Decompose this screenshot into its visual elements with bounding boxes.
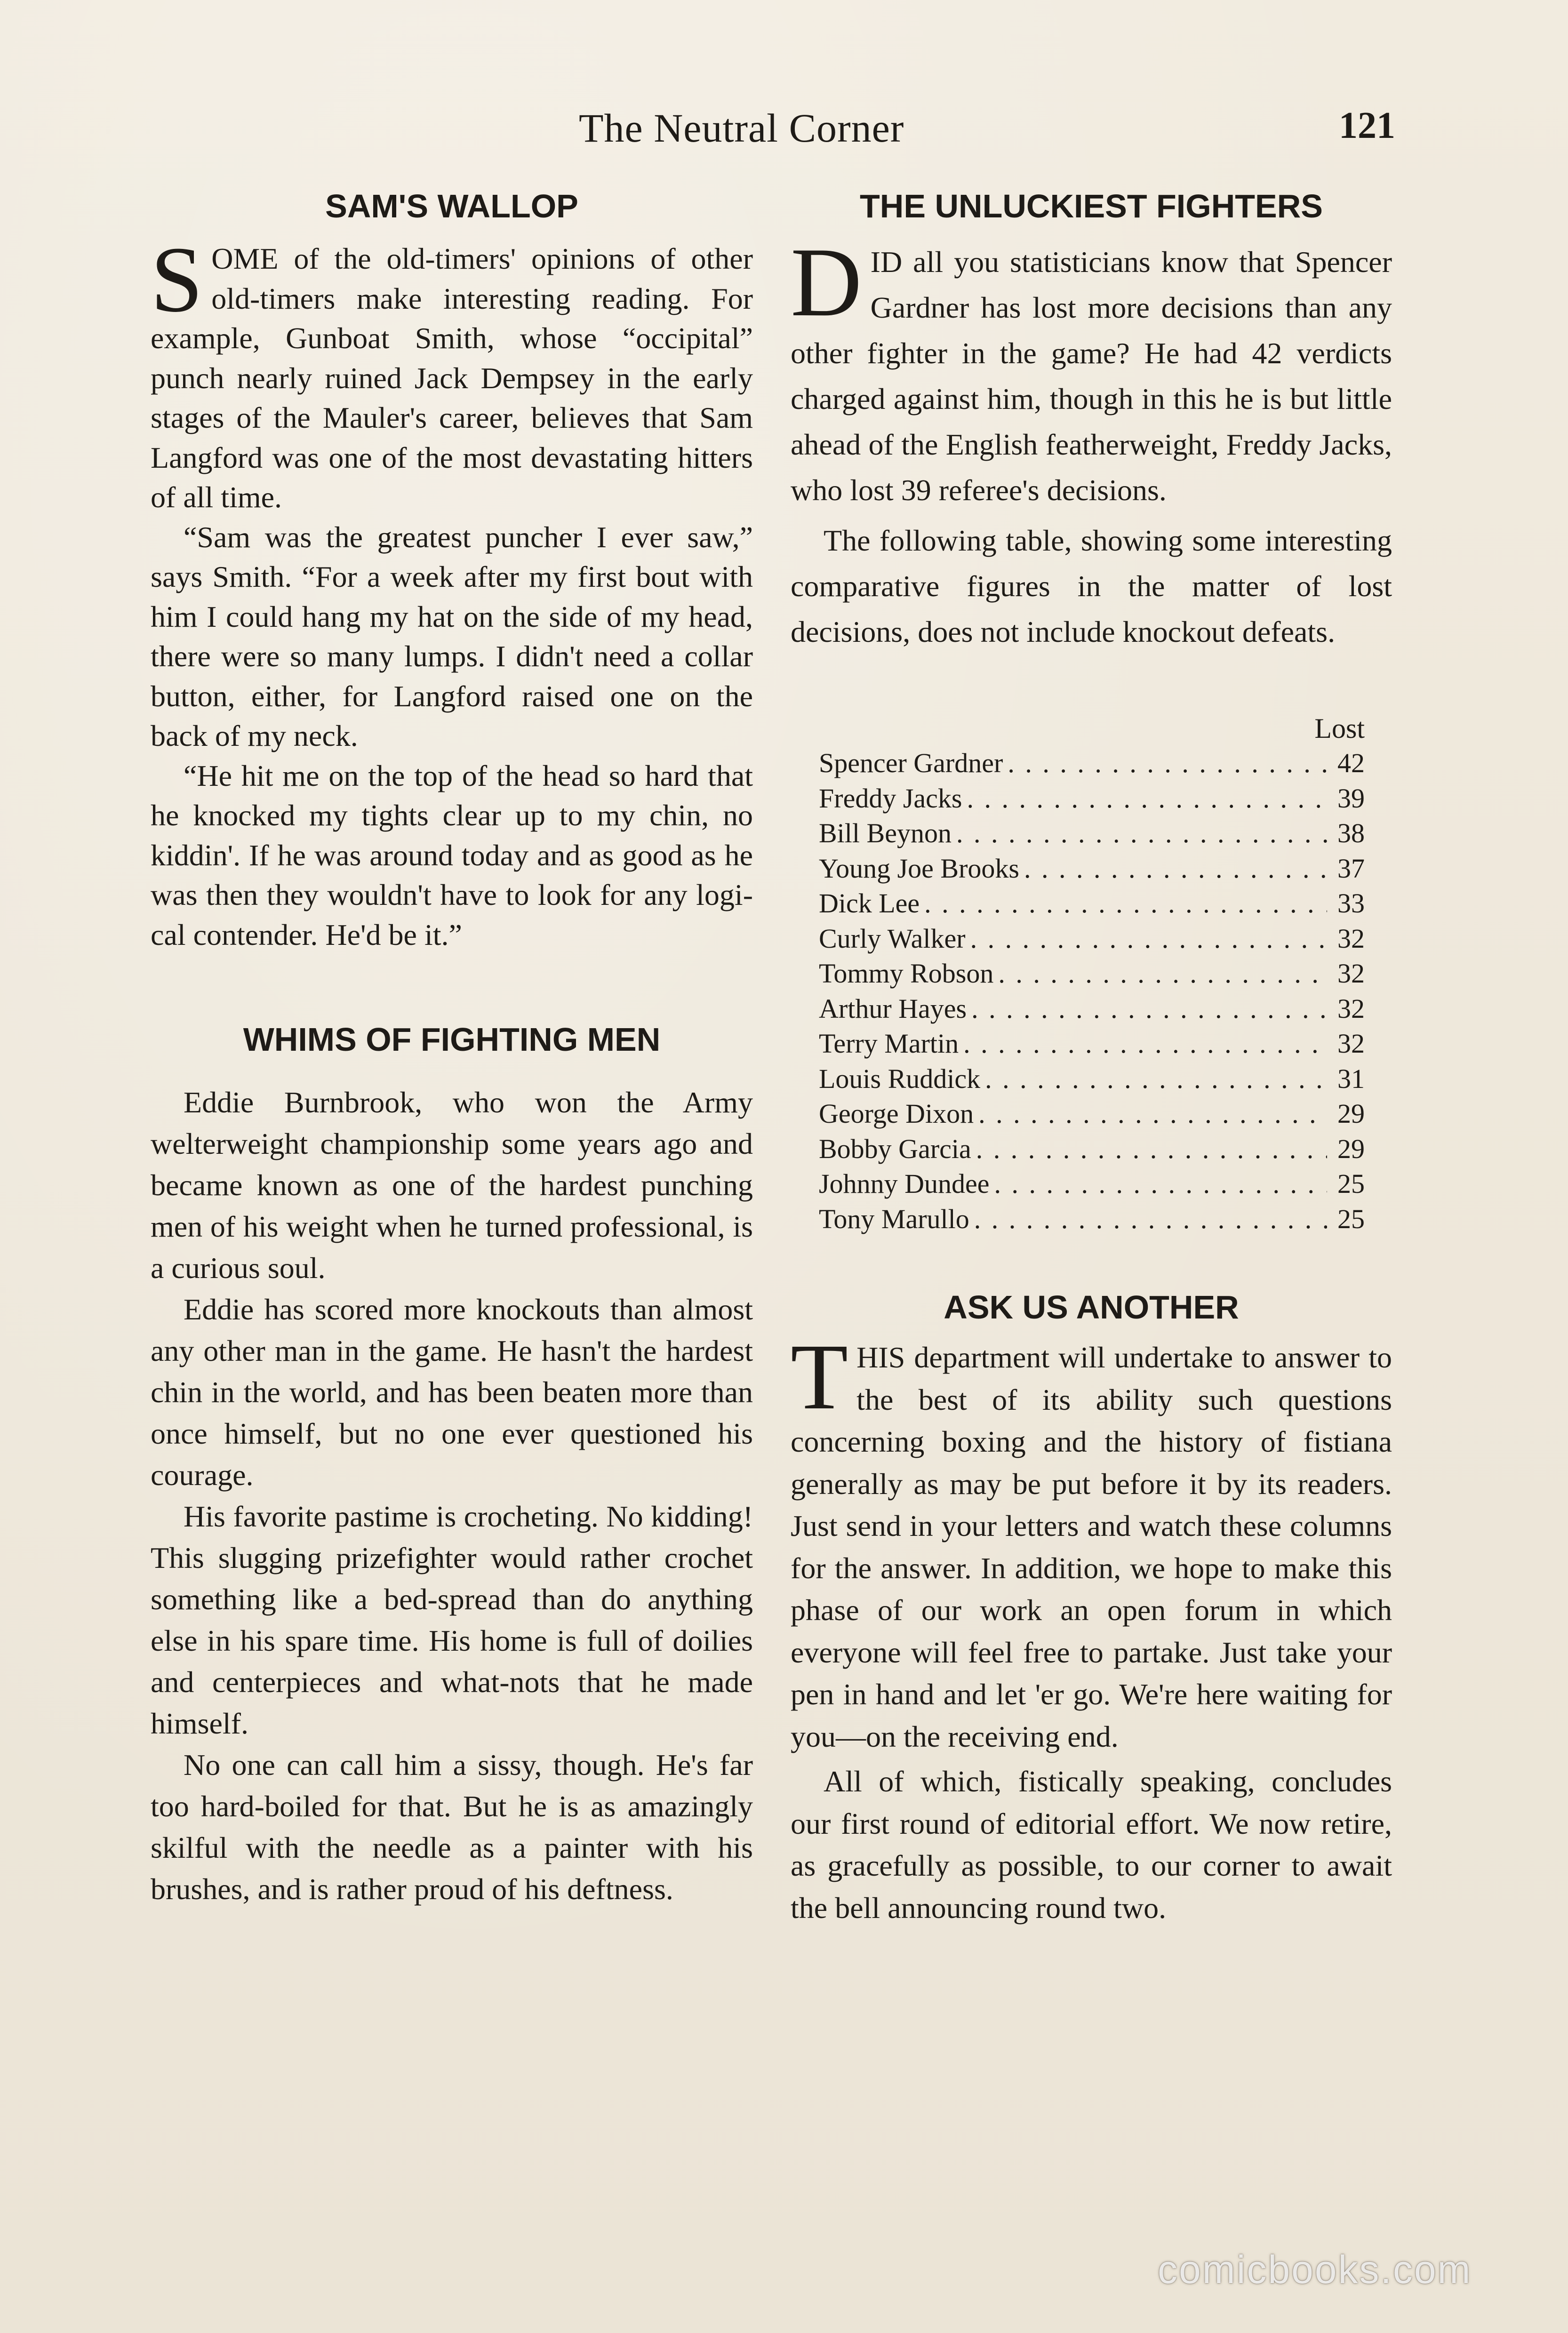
dot-leader xyxy=(924,886,1327,921)
table-row xyxy=(819,816,1365,851)
lost-count: 42 xyxy=(1337,748,1365,778)
table-row xyxy=(819,1166,1365,1202)
lost-count: 33 xyxy=(1337,888,1365,919)
fighter-name: Johnny Dundee xyxy=(819,1168,990,1199)
lost-count: 32 xyxy=(1337,958,1365,989)
lost-count: 32 xyxy=(1337,1028,1365,1059)
paragraph-text: of the old-timers' opinions of other old-timers make interesting reading. For example, Gunboat Smith, whose “occipital” punch nearly ruined Jack Dempsey in the early stages of the Mauler's career, believes that Sam Langford was one of the most devastating hitters of all time. xyxy=(151,242,753,514)
table-row xyxy=(819,1202,1365,1237)
table-row xyxy=(819,1096,1365,1132)
drop-cap: D xyxy=(791,228,862,337)
article-ask-us-another xyxy=(791,1288,1392,1929)
paragraph-text: department will undertake to answer to the best of its ability such questions concerning boxing and the history of fistiana generally as may be put before it by its readers. Just send in your letters and watch these columns for the answer. In addition, we hope to make this phase of our work an open forum in which everyone will feel free to partake. Just take your pen in hand and let 'er go. We're here waiting for you—on the receiving end. xyxy=(791,1341,1392,1753)
article-paragraph: All of which, fistically speaking, concludes our first round of editorial effort. We now retire, as gracefully as possible, to our corner to await the bell announcing round two. xyxy=(791,1765,1392,1925)
left-column xyxy=(151,184,753,1910)
section-heading: ASK US ANOTHER xyxy=(944,1289,1239,1326)
article-paragraph: Eddie Burnbrook, who won the Army welterweight championship some years ago and became known as one of the hardest punching men of his weight when he turned professional, is a curious soul. xyxy=(151,1086,753,1285)
article-paragraph: His favorite pastime is crocheting. No kidding! This slugging prizefighter would rather crochet something like a bed-spread than do anything else in his spare time. His home is full of doilies and centerpieces and what-nots that he made himself. xyxy=(151,1500,753,1740)
lost-count: 31 xyxy=(1337,1063,1365,1094)
fighter-name: Dick Lee xyxy=(819,888,920,919)
article-sams-wallop xyxy=(151,187,753,955)
running-header xyxy=(0,104,1568,161)
section-heading: WHIMS OF FIGHTING MEN xyxy=(243,1021,661,1058)
table-body xyxy=(819,746,1365,1237)
lost-count: 25 xyxy=(1337,1168,1365,1199)
lost-count: 29 xyxy=(1337,1133,1365,1164)
table-row xyxy=(819,1062,1365,1097)
lead-in-caps: OME xyxy=(211,242,279,275)
dot-leader xyxy=(985,1062,1327,1097)
article-paragraph: No one can call him a sissy, though. He's far too hard-boiled for that. But he is as amazingly skilful with the needle as a painter with his brushes, and is rather proud of his deftness. xyxy=(151,1748,753,1906)
dot-leader xyxy=(994,1166,1327,1202)
article-paragraph: The following table, showing some interesting comparative figures in the matter of lost decisions, does not include knockout defeats. xyxy=(791,524,1392,648)
fighter-name: Freddy Jacks xyxy=(819,783,962,814)
article-paragraph xyxy=(151,228,753,518)
fighter-name: Louis Ruddick xyxy=(819,1063,981,1094)
right-column xyxy=(791,184,1392,1929)
article-paragraph: “Sam was the greatest puncher I ever saw,” says Smith. “For a week after my first bout with him I could hang my hat on the side of my head, there were so many lumps. I didn't need a collar button, either, for Langford raised one on the back of my neck. xyxy=(151,520,753,752)
fighter-name: Arthur Hayes xyxy=(819,993,967,1024)
lead-in-caps: HIS xyxy=(856,1341,905,1374)
article-whims xyxy=(151,1021,753,1910)
paragraph-text: all you statisticians know that Spencer Gardner has lost more decisions than any other fighter in the game? He had 42 verdicts charged against him, though in this he is but little ahead of the English featherweight, Freddy Jacks, who lost 39 referee's decisions. xyxy=(791,245,1392,507)
section-heading: SAM'S WALLOP xyxy=(325,188,578,224)
dot-leader xyxy=(978,1096,1327,1132)
dot-leader xyxy=(998,956,1327,991)
table-row xyxy=(819,781,1365,816)
lead-in-caps: ID xyxy=(870,245,903,279)
fighter-name: Spencer Gardner xyxy=(819,748,1003,778)
table-row xyxy=(819,746,1365,781)
article-paragraph: Eddie has scored more knockouts than almost any other man in the game. He hasn't the hardest chin in the world, and has been beaten more than once himself, but no one ever questioned his courage. xyxy=(151,1293,753,1492)
table-row xyxy=(819,991,1365,1027)
dot-leader xyxy=(1008,746,1327,781)
lost-count: 32 xyxy=(1337,923,1365,954)
article-paragraph xyxy=(791,228,1392,513)
article-unluckiest-fighters xyxy=(791,187,1392,1237)
dot-leader xyxy=(971,991,1327,1027)
lost-count: 37 xyxy=(1337,853,1365,884)
article-paragraph: “He hit me on the top of the head so hard that he knocked my tights clear up to my chin, no kiddin'. If he was around today and as good as he was then they wouldn't have to look for any logical contender. He'd be it.” xyxy=(151,759,753,951)
table-row xyxy=(819,1026,1365,1062)
article-paragraph xyxy=(791,1325,1392,1758)
dot-leader xyxy=(1024,851,1327,887)
dot-leader xyxy=(967,781,1327,816)
lost-count: 29 xyxy=(1337,1098,1365,1129)
lost-count: 32 xyxy=(1337,993,1365,1024)
section-heading: THE UNLUCKIEST FIGHTERS xyxy=(860,188,1323,224)
table-row xyxy=(819,1132,1365,1167)
fighter-name: Curly Walker xyxy=(819,923,966,954)
lost-decisions-table xyxy=(819,711,1365,1237)
fighter-name: Young Joe Brooks xyxy=(819,853,1019,884)
fighter-name: Tommy Robson xyxy=(819,958,994,989)
dot-leader xyxy=(956,816,1327,851)
table-row xyxy=(819,921,1365,957)
drop-cap: S xyxy=(151,228,203,332)
fighter-name: Tony Marullo xyxy=(819,1203,969,1234)
dot-leader xyxy=(963,1026,1327,1062)
dot-leader xyxy=(976,1132,1327,1167)
fighter-name: George Dixon xyxy=(819,1098,974,1129)
fighter-name: Terry Martin xyxy=(819,1028,959,1059)
lost-count: 39 xyxy=(1337,783,1365,814)
fighter-name: Bobby Garcia xyxy=(819,1133,971,1164)
fighter-name: Bill Beynon xyxy=(819,818,952,848)
dot-leader xyxy=(970,921,1327,957)
table-row xyxy=(819,886,1365,921)
running-title: The Neutral Corner xyxy=(579,105,904,151)
lost-count: 25 xyxy=(1337,1203,1365,1234)
watermark: comicbooks.com xyxy=(1158,2247,1472,2292)
table-row xyxy=(819,956,1365,991)
dot-leader xyxy=(974,1202,1327,1237)
table-header-lost: Lost xyxy=(1314,713,1365,744)
drop-cap: T xyxy=(791,1325,848,1429)
page-number: 121 xyxy=(1339,105,1395,146)
table-row xyxy=(819,851,1365,887)
lost-count: 38 xyxy=(1337,818,1365,848)
